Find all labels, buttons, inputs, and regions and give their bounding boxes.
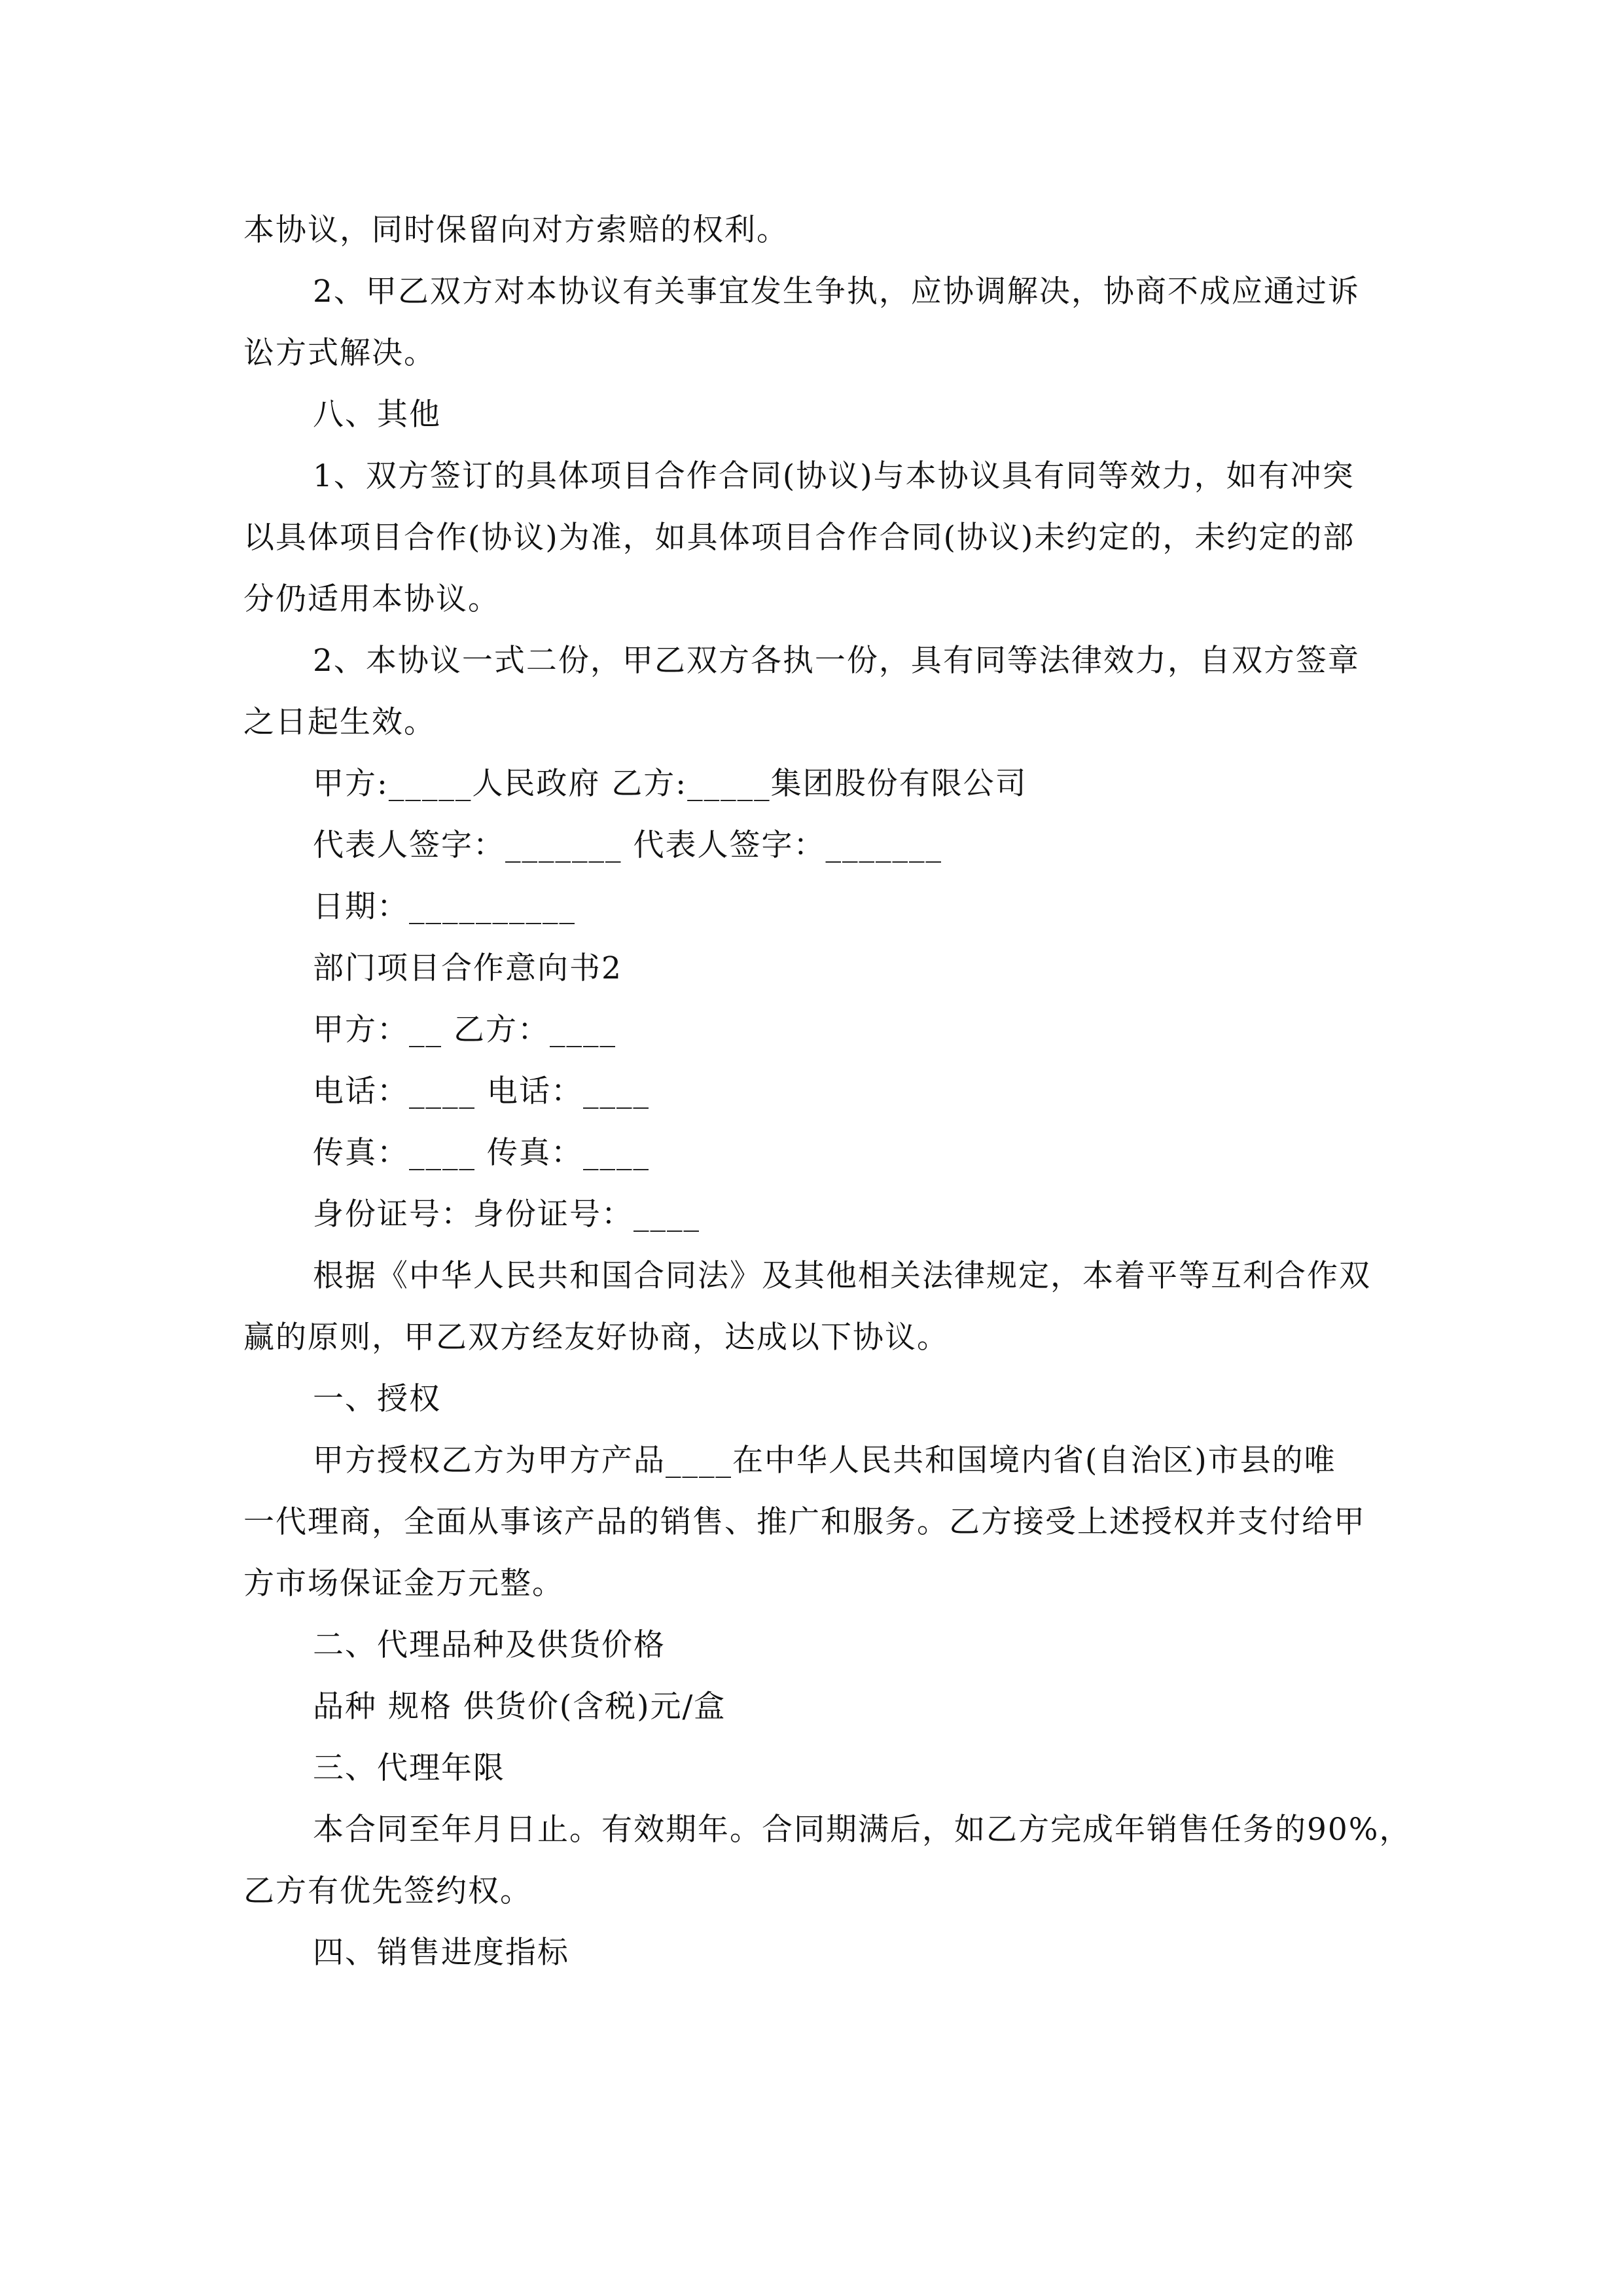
signature-line: 代表人签字：_______ 代表人签字：_______ bbox=[313, 827, 942, 863]
id-number-line: 身份证号：身份证号：____ bbox=[313, 1196, 700, 1232]
text-line: 本合同至年月日止。有效期年。合同期满后，如乙方完成年销售任务的90%， bbox=[313, 1812, 1412, 1848]
text-line: 之日起生效。 bbox=[243, 704, 436, 740]
section-heading: 八、其他 bbox=[313, 397, 441, 433]
date-line: 日期：__________ bbox=[313, 889, 576, 925]
text-line: 根据《中华人民共和国合同法》及其他相关法律规定，本着平等互利合作双 bbox=[313, 1258, 1371, 1294]
section-heading: 三、代理年限 bbox=[313, 1750, 505, 1786]
text-line: 品种 规格 供货价(含税)元/盒 bbox=[313, 1689, 726, 1725]
section-heading: 二、代理品种及供货价格 bbox=[313, 1627, 666, 1663]
text-line: 1、双方签订的具体项目合作合同(协议)与本协议具有同等效力，如有冲突 bbox=[313, 458, 1355, 494]
section-heading: 四、销售进度指标 bbox=[313, 1935, 569, 1971]
text-line: 讼方式解决。 bbox=[243, 335, 436, 371]
party-line: 甲方：__ 乙方：____ bbox=[313, 1012, 616, 1048]
text-line: 乙方有优先签约权。 bbox=[243, 1873, 532, 1909]
text-line: 一代理商，全面从事该产品的销售、推广和服务。乙方接受上述授权并支付给甲 bbox=[243, 1504, 1366, 1540]
phone-line: 电话：____ 电话：____ bbox=[313, 1073, 650, 1109]
signature-line: 甲方:_____人民政府 乙方:_____集团股份有限公司 bbox=[313, 766, 1027, 802]
text-line: 分仍适用本协议。 bbox=[243, 581, 500, 617]
fax-line: 传真：____ 传真：____ bbox=[313, 1135, 650, 1171]
text-line: 2、甲乙双方对本协议有关事宜发生争执，应协调解决，协商不成应通过诉 bbox=[313, 274, 1360, 310]
section-heading: 一、授权 bbox=[313, 1381, 441, 1417]
text-line: 本协议，同时保留向对方索赔的权利。 bbox=[243, 212, 789, 248]
text-line: 2、本协议一式二份，甲乙双方各执一份，具有同等法律效力，自双方签章 bbox=[313, 643, 1360, 679]
text-line: 方市场保证金万元整。 bbox=[243, 1566, 564, 1602]
text-line: 赢的原则，甲乙双方经友好协商，达成以下协议。 bbox=[243, 1319, 949, 1355]
document-title: 部门项目合作意向书2 bbox=[313, 950, 622, 986]
text-line: 以具体项目合作(协议)为准，如具体项目合作合同(协议)未约定的，未约定的部 bbox=[243, 520, 1355, 556]
text-line: 甲方授权乙方为甲方产品____在中华人民共和国境内省(自治区)市县的唯 bbox=[313, 1443, 1336, 1479]
